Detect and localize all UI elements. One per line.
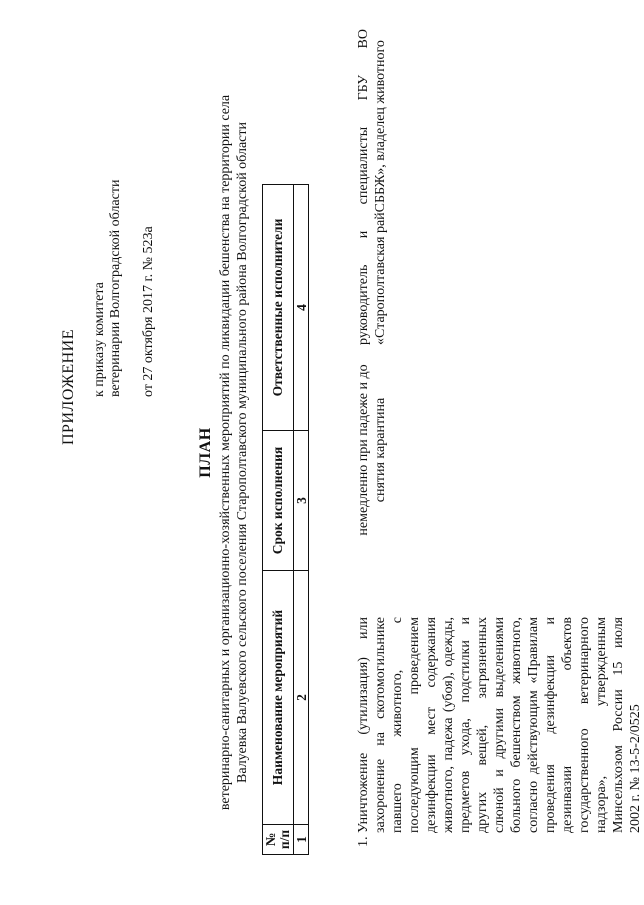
- appendix-date: от 27 октября 2017 г. № 523а: [141, 226, 156, 397]
- column-number: 1: [294, 825, 309, 855]
- plan-title: ПЛАН: [197, 427, 214, 478]
- row-deadline: немедленно при падеже и до снятия карантина: [356, 364, 388, 536]
- plan-table: [262, 184, 309, 855]
- table-column-number-row: [294, 185, 309, 855]
- appendix-line-2: ветеринарии Волгоградской области: [108, 179, 123, 397]
- column-number: 4: [294, 185, 309, 431]
- header-num-line1: №: [263, 832, 278, 847]
- column-number: 3: [294, 431, 309, 571]
- header-num-line2: п/п: [277, 829, 292, 850]
- header-name: Наименование мероприятий: [263, 571, 294, 825]
- column-number: 2: [294, 571, 309, 825]
- appendix-title: ПРИЛОЖЕНИЕ: [60, 328, 77, 445]
- header-deadline: Срок исполнения: [263, 431, 294, 571]
- row-number: 1.: [356, 836, 371, 847]
- table-header-row: [263, 185, 294, 855]
- row-activity: Уничтожение (утилизация) или захоронение на скотомогильнике павшего животного, с последующим проведением дезинфекции мест содержания животного, падежа (убоя), одежды, предметов ухода, подстилки и других вещей, загрязненных слюной и другими выделениями больного бешенством животного, согласно действующим «Правилам проведения дезинфекции и дезинвазии объектов государственного ветеринарного надзора», утвержденным Минсельхозом России 15 июля 2002 г. № 13-5-2/0525: [356, 617, 643, 833]
- header-num: [263, 825, 294, 855]
- appendix-line-1: к приказу комитета: [92, 282, 107, 397]
- row-executors: руководитель и специалисты ГБУ ВО «Старополтавская райСББЖ», владелец животного: [356, 29, 388, 345]
- plan-subtitle-line-1: ветеринарно-санитарных и организационно-хозяйственных мероприятий по ликвидации бешенства на территории села: [218, 94, 233, 811]
- plan-subtitle-line-2: Валуевка Валуевского сельского поселения Старополтавского муниципального района Волгоградской области: [235, 122, 250, 783]
- header-executors: Ответственные исполнители: [263, 185, 294, 431]
